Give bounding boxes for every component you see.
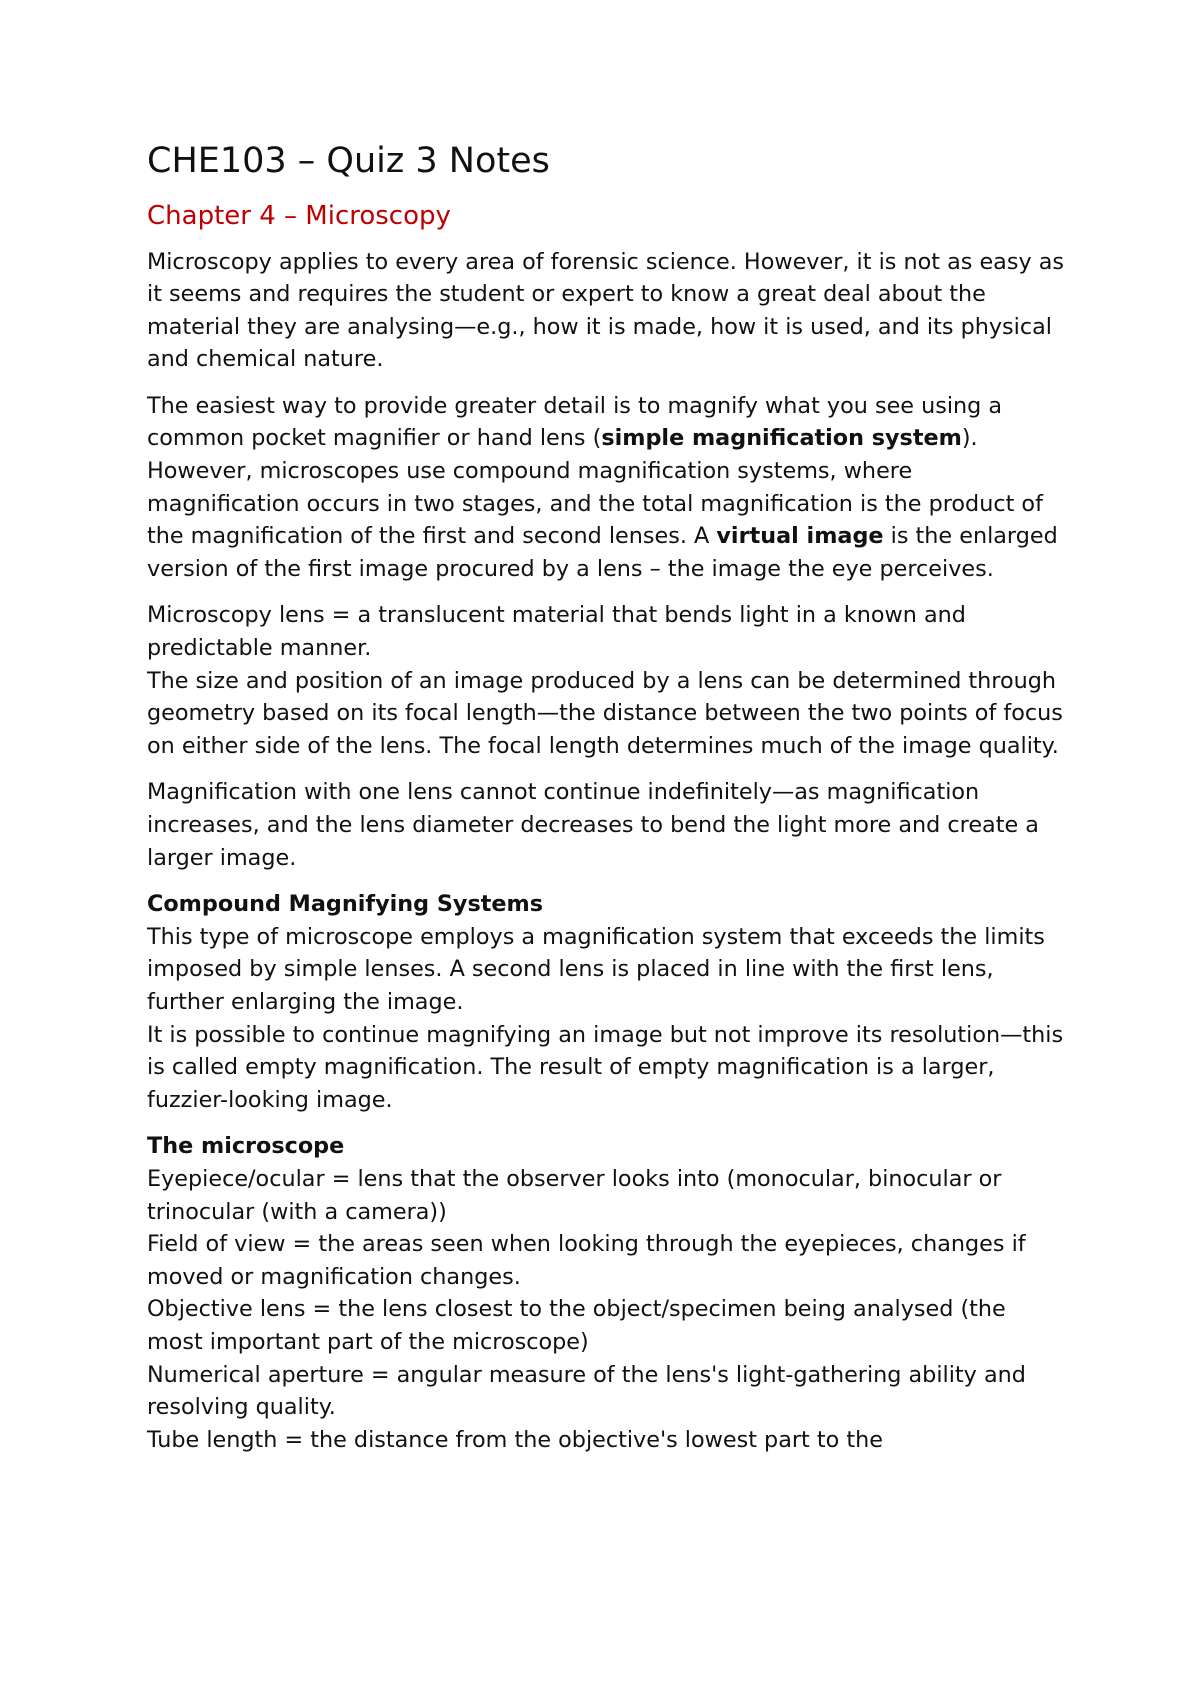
compound-text-1: This type of microscope employs a magnification system that exceeds the limits imposed by simple lenses. A second lens is placed in line with the first lens, further enlarging the image. (147, 923, 1045, 1015)
one-lens-paragraph: Magnification with one lens cannot continue indefinitely—as magnification increases, and the lens diameter decreases to bend the light more and create a larger image. (147, 779, 1039, 871)
magnification-text-1: The easiest way to provide greater detail is to magnify what you see using a common pocket magnifier or hand lens ( (147, 392, 1003, 452)
objective-lens-definition: Objective lens = the lens closest to the object/specimen being analysed (the most important part of the microscope) (147, 1296, 1006, 1355)
compound-text-2: It is possible to continue magnifying an image but not improve its resolution—this is called empty magnification. The result of empty magnification is a larger, fuzzier-looking image. (147, 1021, 1064, 1113)
microscope-section (147, 1130, 1067, 1456)
numerical-aperture-definition: Numerical aperture = angular measure of the lens's light-gathering ability and resolving quality. (147, 1361, 1026, 1421)
intro-paragraph: Microscopy applies to every area of forensic science. However, it is not as easy as it seems and requires the student or expert to know a great deal about the material they are analysing—e.g., how it is made, how it is used, and its physical and chemical nature. (147, 248, 1065, 373)
focal-length-text: The size and position of an image produced by a lens can be determined through geometry based on its focal length—the distance between the two points of focus on either side of the lens. The focal length determines much of the image quality. (147, 667, 1063, 759)
magnification-text-2: ). However, microscopes use compound magnification systems, where magnification occurs in two stages, and the total magnification is the product of the magnification of the first and second lenses. A (147, 425, 1043, 550)
field-of-view-definition: Field of view = the areas seen when looking through the eyepieces, changes if moved or magnification changes. (147, 1231, 1026, 1290)
document-page (147, 140, 1067, 1470)
eyepiece-definition: Eyepiece/ocular = lens that the observer looks into (monocular, binocular or trinocular (with a camera)) (147, 1165, 1002, 1225)
compound-section (147, 888, 1067, 1116)
virtual-image-term: virtual image (716, 523, 884, 550)
lens-definition: Microscopy lens = a translucent material that bends light in a known and predictable manner. (147, 602, 966, 662)
chapter-heading: Chapter 4 – Microscopy (147, 201, 451, 231)
magnification-paragraph (147, 390, 1067, 586)
compound-heading: Compound Magnifying Systems (147, 891, 543, 918)
tube-length-definition: Tube length = the distance from the objective's lowest part to the (147, 1426, 883, 1453)
simple-magnification-term: simple magnification system (601, 425, 962, 452)
magnification-text-3: is the enlarged version of the first image procured by a lens – the image the eye perceives. (147, 523, 1058, 582)
document-title: CHE103 – Quiz 3 Notes (147, 141, 550, 181)
microscope-heading: The microscope (147, 1133, 345, 1160)
lens-paragraph (147, 599, 1067, 762)
